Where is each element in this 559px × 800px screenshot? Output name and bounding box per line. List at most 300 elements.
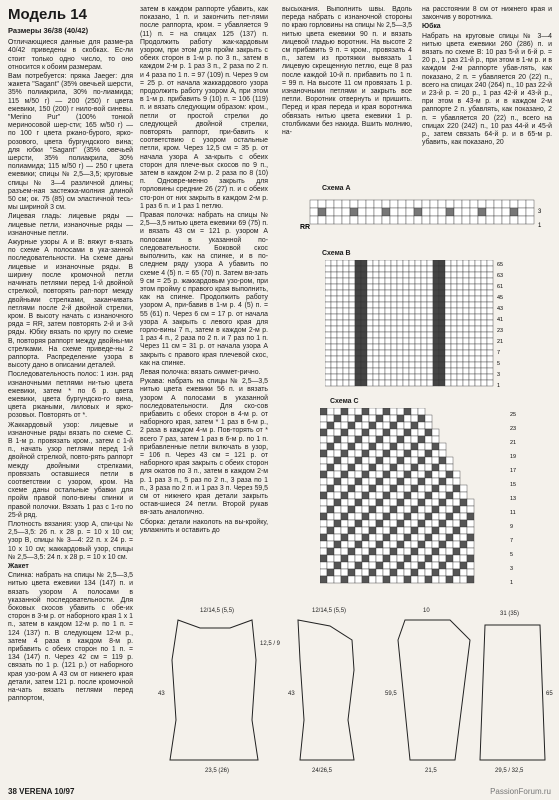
grid-cell [334,534,341,541]
grid-cell [331,296,337,302]
grid-cell [427,356,433,362]
grid-cell [439,374,445,380]
skirt-shape [480,625,545,760]
grid-cell [467,576,474,583]
grid-cell [355,266,361,272]
grid-cell [320,492,327,499]
grid-cell [337,290,343,296]
grid-cell [451,284,457,290]
row-number: 5 [510,552,514,558]
grid-cell [367,266,373,272]
grid-cell [334,200,342,208]
grid-cell [367,302,373,308]
grid-cell [369,422,376,429]
paragraph: Последовательность полос: 1 изн. ряд изнаночными петлями ни-тью цвета ежевики, затем * по 6 р. цвета ежевики, цвета бургундско-го вина, цвета ржаными, лиловых и ярко-розовых. Повторять от *. [8,371,133,420]
grid-cell [343,332,349,338]
grid-cell [421,272,427,278]
grid-cell [481,374,487,380]
grid-cell [409,374,415,380]
grid-cell [369,541,376,548]
grid-cell [348,569,355,576]
grid-cell [367,356,373,362]
grid-cell [327,429,334,436]
grid-cell [418,485,425,492]
grid-cell [355,368,361,374]
grid-cell [453,534,460,541]
grid-cell [391,332,397,338]
grid-cell [361,308,367,314]
grid-cell [451,266,457,272]
grid-cell [469,278,475,284]
grid-cell [355,443,362,450]
grid-cell [373,368,379,374]
grid-cell [403,296,409,302]
grid-cell [439,308,445,314]
grid-cell [397,344,403,350]
row-number: 21 [497,339,504,345]
grid-cell [409,260,415,266]
grid-cell [406,216,414,224]
grid-cell [463,314,469,320]
grid-cell [446,562,453,569]
grid-cell [411,464,418,471]
grid-cell [439,290,445,296]
grid-cell [348,492,355,499]
grid-cell [367,350,373,356]
grid-cell [337,374,343,380]
grid-cell [467,548,474,555]
watermark: PassionForum.ru [490,787,551,796]
grid-cell [343,302,349,308]
grid-cell [349,296,355,302]
grid-cell [369,499,376,506]
grid-cell [470,200,478,208]
grid-cell [325,284,331,290]
grid-cell [432,457,439,464]
grid-cell [418,492,425,499]
grid-cell [433,362,439,368]
grid-cell [411,527,418,534]
row-number: 3 [510,566,514,572]
grid-cell [320,506,327,513]
grid-cell [453,548,460,555]
grid-cell [373,278,379,284]
row-number: 41 [497,317,504,323]
grid-cell [469,374,475,380]
grid-cell [432,499,439,506]
grid-cell [432,492,439,499]
grid-cell [355,278,361,284]
grid-cell [487,356,493,362]
grid-cell [391,338,397,344]
grid-cell [341,478,348,485]
grid-cell [411,541,418,548]
text-column-4 [422,6,552,148]
grid-cell [397,362,403,368]
grid-cell [383,443,390,450]
grid-cell [383,464,390,471]
grid-cell [446,208,454,216]
grid-cell [409,344,415,350]
grid-cell [390,464,397,471]
grid-cell [425,506,432,513]
grid-cell [403,302,409,308]
grid-cell [379,332,385,338]
grid-cell [432,471,439,478]
grid-cell [367,332,373,338]
grid-cell [487,344,493,350]
grid-cell [421,356,427,362]
grid-cell [341,408,348,415]
grid-cell [373,272,379,278]
grid-cell [343,284,349,290]
grid-cell [355,332,361,338]
grid-cell [433,368,439,374]
grid-cell [373,362,379,368]
grid-cell [439,314,445,320]
grid-cell [362,457,369,464]
front-shape [298,620,354,760]
grid-cell [331,350,337,356]
grid-cell [486,200,494,208]
grid-cell [446,513,453,520]
grid-cell [367,314,373,320]
grid-cell [451,356,457,362]
grid-cell [403,374,409,380]
grid-cell [355,506,362,513]
grid-cell [404,471,411,478]
grid-cell [415,314,421,320]
grid-cell [376,569,383,576]
grid-cell [411,506,418,513]
grid-cell [439,326,445,332]
grid-cell [415,272,421,278]
grid-cell [376,436,383,443]
grid-cell [355,527,362,534]
grid-cell [433,278,439,284]
grid-cell [451,332,457,338]
grid-cell [367,272,373,278]
grid-cell [439,527,446,534]
grid-cell [383,429,390,436]
grid-cell [397,576,404,583]
grid-cell [481,302,487,308]
grid-cell [418,457,425,464]
grid-cell [397,332,403,338]
grid-cell [451,260,457,266]
grid-cell [453,471,460,478]
row-number: 61 [497,284,504,290]
grid-cell [391,350,397,356]
grid-cell [404,408,411,415]
row-number: 43 [497,306,504,312]
grid-cell [432,562,439,569]
grid-cell [391,284,397,290]
grid-cell [355,513,362,520]
grid-cell [418,562,425,569]
grid-cell [376,464,383,471]
grid-cell [439,278,445,284]
grid-cell [415,308,421,314]
grid-cell [510,208,518,216]
grid-cell [463,296,469,302]
grid-cell [361,266,367,272]
grid-cell [348,464,355,471]
grid-cell [469,368,475,374]
grid-cell [343,260,349,266]
grid-cell [362,478,369,485]
dimension-label: 43 [158,691,165,697]
grid-cell [487,278,493,284]
grid-cell [369,415,376,422]
grid-cell [337,344,343,350]
grid-cell [460,520,467,527]
grid-cell [379,344,385,350]
grid-cell [418,569,425,576]
grid-cell [526,200,534,208]
grid-cell [463,332,469,338]
grid-cell [355,569,362,576]
grid-cell [341,555,348,562]
grid-cell [415,374,421,380]
grid-cell [425,499,432,506]
grid-cell [457,362,463,368]
grid-cell [379,272,385,278]
grid-cell [404,415,411,422]
grid-cell [367,374,373,380]
grid-cell [439,464,446,471]
grid-cell [379,350,385,356]
grid-cell [327,464,334,471]
grid-cell [320,471,327,478]
grid-cell [439,368,445,374]
grid-cell [494,208,502,216]
grid-cell [376,415,383,422]
grid-cell [379,320,385,326]
grid-cell [475,278,481,284]
grid-cell [325,356,331,362]
grid-cell [432,527,439,534]
grid-cell [457,314,463,320]
grid-cell [320,520,327,527]
grid-cell [432,576,439,583]
grid-cell [397,380,403,386]
grid-cell [397,506,404,513]
grid-cell [367,290,373,296]
grid-cell [487,338,493,344]
grid-cell [325,362,331,368]
grid-cell [475,302,481,308]
grid-cell [341,548,348,555]
grid-cell [369,513,376,520]
grid-cell [349,272,355,278]
grid-cell [494,200,502,208]
grid-cell [391,290,397,296]
grid-cell [421,290,427,296]
grid-cell [460,576,467,583]
grid-cell [369,471,376,478]
paragraph: Сборка: детали наколоть на вы-кройку, увлажнить и оставить до [140,518,268,534]
grid-cell [469,320,475,326]
grid-cell [481,320,487,326]
grid-cell [390,562,397,569]
grid-cell [454,200,462,208]
grid-cell [385,266,391,272]
grid-cell [494,216,502,224]
grid-cell [343,350,349,356]
grid-cell [427,266,433,272]
row-number: 63 [497,273,504,279]
grid-cell [379,380,385,386]
grid-cell [427,332,433,338]
grid-cell [475,326,481,332]
schema-a-chart [300,195,550,235]
grid-cell [409,320,415,326]
grid-cell [331,368,337,374]
grid-cell [348,576,355,583]
sleeve-shape [398,620,470,760]
grid-cell [487,374,493,380]
grid-cell [414,216,422,224]
grid-cell [391,308,397,314]
grid-cell [469,356,475,362]
grid-cell [376,443,383,450]
grid-cell [376,422,383,429]
pattern-schematics [140,600,555,780]
grid-cell [446,576,453,583]
grid-cell [453,527,460,534]
grid-cell [325,290,331,296]
grid-cell [418,513,425,520]
grid-cell [418,478,425,485]
grid-cell [362,415,369,422]
grid-cell [462,208,470,216]
grid-cell [373,344,379,350]
grid-cell [427,290,433,296]
grid-cell [349,266,355,272]
grid-cell [463,374,469,380]
grid-cell [334,436,341,443]
grid-cell [403,368,409,374]
grid-cell [355,326,361,332]
grid-cell [334,464,341,471]
grid-cell [481,278,487,284]
paragraph: затем в каждом раппорте убавить, как показано, 1 п. и закончить пет-лями после раппорта, кром. = убавляется 9 (11) п. = на спицах 125 (137) п. Продолжить работу жак-кардовым узором, при этом для пройм закрыть с обеих сторон в 1-м р. по 3 п., затем в каждом 2-м р. 1 раз 3 п., 2 раза по 2 п. и 4 раза по 1 п. = 97 (109) п. Через 9 см = 25 р. от начала жаккардового узора продолжить работу узором А, при этом в 1-м р. прибавить 9 (10) п. = 106 (119) п. и вязать следующим образом: кром., петли от простой стрелки до следующей двойной стрелки, повторять раппорт, при-бавить к соответствию с узором остальные петли, кром. Через 12,5 см = 35 р. от начала узора А за-крыть с обеих сторон для плече-вых скосов по 9 п., затем в каждом 2-м р. 2 раза по 8 (10) п. Одновре-менно закрыть для горловины средние 26 (27) п. и с обеих сто-рон от них закрыть в каждом 2-м р. 1 раз 6 п. и 1 раз 1 петлю. [140,6,268,210]
grid-cell [348,485,355,492]
grid-cell [331,332,337,338]
grid-cell [390,499,397,506]
grid-cell [379,290,385,296]
schema-b-grid [325,260,493,386]
grid-cell [326,208,334,216]
grid-cell [337,356,343,362]
grid-cell [331,308,337,314]
grid-cell [451,338,457,344]
paragraph: Рукава: набрать на спицы № 2,5—3,5 нитью цвета ежевики 56 п. и вязать узором А полосами в указанной последовательности. Для ско-сов прибавить с обеих сторон в 4-м р. от наборного края, затем * 1 раз в 6-м р., 2 раза в каждом 4-м р. Пов-торять от * всего 7 раз, затем 1 раз в 6-м р. по 1 п. прибавленные петли включать в узор, = 106 п. Через 43 см = 121 р. от наборного края закрыть с обеих сторон для окатов по 3 п., затем в каждом 2-м р. 1 раз 3 п., 5 раз по 2 п., 3 раза по 1 п., 3 раза по 2 п. и 1 раз 3 п. Через 59,5 см от нижнего края детали закрыть остав-шиеся 24 петли. Второй рукав вя-зать аналогично. [140,378,268,517]
grid-cell [369,520,376,527]
grid-cell [397,443,404,450]
paragraph: Вам потребуется: пряжа Jaeger: для жакета "Sagant" (35% овечьей шерсти, 35% полиакрила, 30% по-лиамида; 115 м/50 г) — 200 (250) г цвета ежевики, 150 (200) г нило-вой синевы. "Merino Pur" (100% тонкой мериносовой шер-сти; 165 м/50 г) — по 100 г цвета ржано-бурого, ярко-розового, цвета бургундского вина; для юбки "Sagant" (35% овечьей шерсти, 35% полиакрила, 30% полиамида; 115 м/50 г) — 250 г цвета ежевики; спицы № 2,5—3,5; круговые спицы № 3—4 различной длины; разъем-ная застежка-молния длиной 50 см; ок. 75 (85) см эластичной тесь-мы шириной 3 см. [8,73,133,212]
grid-cell [397,464,404,471]
grid-cell [409,314,415,320]
grid-cell [439,520,446,527]
grid-cell [320,457,327,464]
grid-cell [376,478,383,485]
grid-cell [439,485,446,492]
grid-cell [415,296,421,302]
grid-cell [411,520,418,527]
grid-cell [397,429,404,436]
grid-cell [397,290,403,296]
grid-cell [343,278,349,284]
grid-cell [432,478,439,485]
grid-cell [478,208,486,216]
grid-cell [481,350,487,356]
grid-cell [460,555,467,562]
grid-cell [361,296,367,302]
dimension-label: 31 (35) [500,611,520,617]
grid-cell [362,541,369,548]
grid-cell [337,266,343,272]
grid-cell [446,569,453,576]
grid-cell [403,350,409,356]
grid-cell [320,443,327,450]
grid-cell [469,290,475,296]
text-column-2 [140,6,268,536]
row-number: 23 [510,426,517,432]
grid-cell [397,296,403,302]
grid-cell [411,429,418,436]
paragraph: Спинка: набрать на спицы № 2,5—3,5 нитью цвета ежевики 134 (147) п. и вязать узором А полосами в указанной последовательности. Для боковых скосов убавить с обе-их сторон в 3-м р. от наборного края 1 х 1 п., затем в каждом 12-м р. по 1 п. = 124 (137) п. В следующем 12-м р., затем 4 раза в каждом 8-м р. прибавить с обеих сторон по 1 п. = 134 (147) п. Через 42 см = 119 р. связать по 1 р. (121 р.) от наборного края узо-ром А 43 см от нижнего края детали, затем 121 р. после кромочной на-чать вязать петлями перед раппортом, [8,572,133,703]
grid-cell [397,520,404,527]
grid-cell [451,326,457,332]
grid-cell [439,478,446,485]
grid-cell [331,290,337,296]
grid-cell [320,513,327,520]
grid-cell [403,314,409,320]
paragraph: Плотность вязания: узор А, спи-цы № 2,5—3,5: 26 п. х 28 р. = 10 х 10 см; узор В, спицы № 3—4: 22 п. х 24 р. = 10 х 10 см; жаккардовый узор, спицы № 2,5—3,5: 24 п. х 28 р. = 10 х 10 см. [8,520,133,561]
grid-cell [361,344,367,350]
grid-cell [383,513,390,520]
grid-cell [433,338,439,344]
grid-cell [385,272,391,278]
grid-cell [433,272,439,278]
grid-cell [390,200,398,208]
grid-cell [320,548,327,555]
grid-cell [397,513,404,520]
grid-cell [390,555,397,562]
grid-cell [373,338,379,344]
grid-cell [469,272,475,278]
grid-cell [457,272,463,278]
grid-cell [430,200,438,208]
grid-cell [334,576,341,583]
grid-cell [463,326,469,332]
grid-cell [390,506,397,513]
grid-cell [404,478,411,485]
grid-cell [433,266,439,272]
grid-cell [355,296,361,302]
grid-cell [362,548,369,555]
grid-cell [425,520,432,527]
grid-cell [341,415,348,422]
grid-cell [427,320,433,326]
grid-cell [348,415,355,422]
grid-cell [460,485,467,492]
grid-cell [397,541,404,548]
grid-cell [331,302,337,308]
grid-cell [404,436,411,443]
